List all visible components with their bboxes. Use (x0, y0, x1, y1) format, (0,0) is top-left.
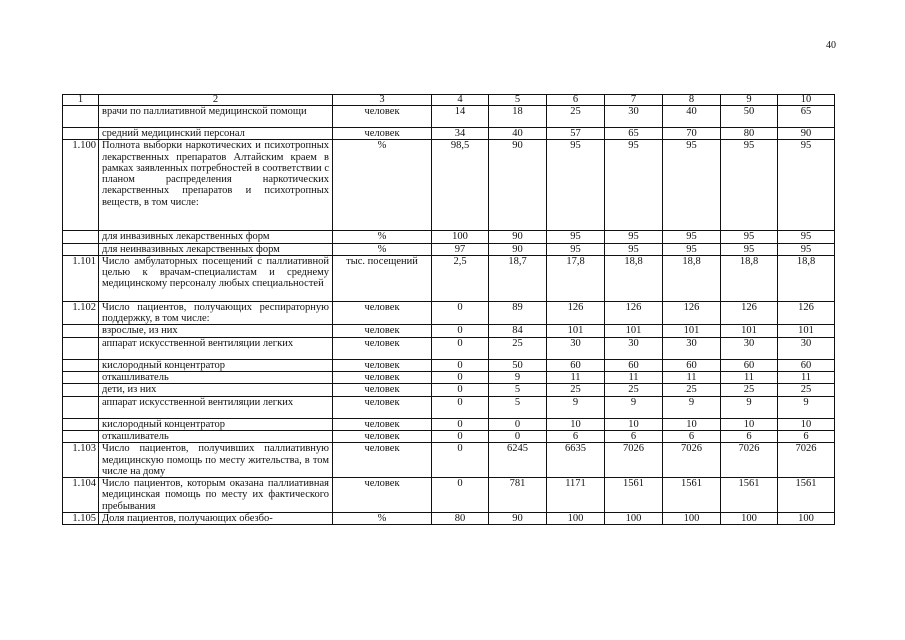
year-value: 100 (432, 231, 489, 243)
unit-of-measure: % (333, 231, 432, 243)
year-value: 95 (778, 231, 835, 243)
unit-of-measure: человек (333, 443, 432, 478)
indicator-number: 1.102 (63, 301, 99, 325)
year-value: 11 (778, 372, 835, 384)
unit-of-measure: % (333, 140, 432, 231)
year-value: 100 (778, 513, 835, 525)
year-value: 95 (721, 243, 778, 255)
year-value: 57 (547, 128, 605, 140)
year-value: 0 (432, 301, 489, 325)
year-value: 60 (547, 359, 605, 371)
indicator-number: 1.100 (63, 140, 99, 231)
year-value: 30 (778, 337, 835, 359)
year-value: 126 (663, 301, 721, 325)
year-value: 100 (663, 513, 721, 525)
year-value: 95 (778, 243, 835, 255)
year-value: 10 (778, 418, 835, 430)
year-value: 17,8 (547, 255, 605, 301)
year-value: 30 (605, 106, 663, 128)
year-value: 25 (489, 337, 547, 359)
table-row (63, 430, 835, 442)
year-value: 95 (663, 243, 721, 255)
indicator-name: для неинвазивных лекарственных форм (99, 243, 333, 255)
year-value: 84 (489, 325, 547, 337)
indicator-number (63, 430, 99, 442)
year-value: 1561 (778, 478, 835, 513)
year-value: 30 (663, 337, 721, 359)
indicator-number (63, 418, 99, 430)
table-row (63, 478, 835, 513)
year-value: 80 (721, 128, 778, 140)
unit-of-measure: человек (333, 430, 432, 442)
year-value: 0 (432, 384, 489, 396)
column-number-9: 9 (721, 95, 778, 106)
indicator-number (63, 243, 99, 255)
year-value: 18,8 (663, 255, 721, 301)
unit-of-measure: человек (333, 325, 432, 337)
unit-of-measure: человек (333, 396, 432, 418)
year-value: 18,8 (778, 255, 835, 301)
year-value: 0 (432, 443, 489, 478)
year-value: 90 (489, 513, 547, 525)
year-value: 9 (547, 396, 605, 418)
indicator-name: Полнота выборки наркотических и психотропных лекарственных препаратов Алтайским краем в рамках заявленных потребностей в соответствии с планом распределения наркотических лекарственных препаратов и психотропных веществ, в том числе: (99, 140, 333, 231)
year-value: 10 (605, 418, 663, 430)
indicator-name: откашливатель (99, 430, 333, 442)
indicator-name: для инвазивных лекарственных форм (99, 231, 333, 243)
year-value: 25 (663, 384, 721, 396)
year-value: 90 (489, 140, 547, 231)
unit-of-measure: % (333, 243, 432, 255)
indicator-name: откашливатель (99, 372, 333, 384)
indicator-name: Доля пациентов, получающих обезбо- (99, 513, 333, 525)
year-value: 90 (489, 243, 547, 255)
year-value: 97 (432, 243, 489, 255)
year-value: 9 (721, 396, 778, 418)
table-row (63, 301, 835, 325)
column-number-6: 6 (547, 95, 605, 106)
table-row (63, 243, 835, 255)
year-value: 95 (547, 140, 605, 231)
year-value: 89 (489, 301, 547, 325)
year-value: 5 (489, 396, 547, 418)
column-number-1: 1 (63, 95, 99, 106)
year-value: 9 (489, 372, 547, 384)
indicator-name: аппарат искусственной вентиляции легких (99, 396, 333, 418)
year-value: 40 (489, 128, 547, 140)
year-value: 1171 (547, 478, 605, 513)
year-value: 95 (605, 231, 663, 243)
year-value: 65 (778, 106, 835, 128)
year-value: 60 (605, 359, 663, 371)
year-value: 126 (605, 301, 663, 325)
indicator-number (63, 106, 99, 128)
year-value: 95 (547, 243, 605, 255)
year-value: 0 (432, 325, 489, 337)
column-number-8: 8 (663, 95, 721, 106)
year-value: 50 (489, 359, 547, 371)
year-value: 60 (663, 359, 721, 371)
indicator-number (63, 372, 99, 384)
year-value: 25 (721, 384, 778, 396)
year-value: 40 (663, 106, 721, 128)
year-value: 30 (605, 337, 663, 359)
year-value: 9 (605, 396, 663, 418)
indicator-number (63, 337, 99, 359)
year-value: 95 (663, 140, 721, 231)
unit-of-measure: человек (333, 478, 432, 513)
year-value: 95 (605, 140, 663, 231)
year-value: 95 (547, 231, 605, 243)
year-value: 0 (432, 337, 489, 359)
year-value: 98,5 (432, 140, 489, 231)
year-value: 18,8 (605, 255, 663, 301)
year-value: 95 (721, 231, 778, 243)
year-value: 2,5 (432, 255, 489, 301)
indicator-name: Число амбулаторных посещений с паллиативной целью к врачам-специалистам и среднему медицинскому персоналу любых специальностей (99, 255, 333, 301)
year-value: 6 (605, 430, 663, 442)
year-value: 11 (663, 372, 721, 384)
table-row (63, 372, 835, 384)
indicator-number: 1.104 (63, 478, 99, 513)
year-value: 6 (721, 430, 778, 442)
header-row (63, 95, 835, 106)
table-row (63, 255, 835, 301)
year-value: 6635 (547, 443, 605, 478)
table-row (63, 513, 835, 525)
indicator-name: аппарат искусственной вентиляции легких (99, 337, 333, 359)
year-value: 34 (432, 128, 489, 140)
year-value: 100 (605, 513, 663, 525)
table-row (63, 231, 835, 243)
year-value: 10 (547, 418, 605, 430)
year-value: 781 (489, 478, 547, 513)
indicator-name: средний медицинский персонал (99, 128, 333, 140)
year-value: 9 (778, 396, 835, 418)
year-value: 0 (432, 359, 489, 371)
table-row (63, 418, 835, 430)
table-row (63, 337, 835, 359)
year-value: 90 (778, 128, 835, 140)
column-number-7: 7 (605, 95, 663, 106)
unit-of-measure: человек (333, 301, 432, 325)
indicator-number (63, 231, 99, 243)
indicator-number (63, 396, 99, 418)
year-value: 95 (605, 243, 663, 255)
year-value: 6245 (489, 443, 547, 478)
year-value: 11 (605, 372, 663, 384)
column-number-5: 5 (489, 95, 547, 106)
indicator-name: Число пациентов, получивших паллиативную медицинскую помощь по месту жительства, в том числе на дому (99, 443, 333, 478)
column-number-3: 3 (333, 95, 432, 106)
indicator-number (63, 359, 99, 371)
year-value: 6 (778, 430, 835, 442)
year-value: 126 (721, 301, 778, 325)
indicator-name: врачи по паллиативной медицинской помощи (99, 106, 333, 128)
year-value: 11 (547, 372, 605, 384)
year-value: 95 (778, 140, 835, 231)
year-value: 0 (432, 418, 489, 430)
page-number: 40 (826, 40, 836, 51)
year-value: 50 (721, 106, 778, 128)
year-value: 101 (605, 325, 663, 337)
year-value: 126 (547, 301, 605, 325)
year-value: 0 (432, 430, 489, 442)
indicator-number: 1.101 (63, 255, 99, 301)
indicator-number (63, 128, 99, 140)
year-value: 70 (663, 128, 721, 140)
year-value: 10 (721, 418, 778, 430)
year-value: 7026 (778, 443, 835, 478)
indicator-name: Число пациентов, получающих респираторную поддержку, в том числе: (99, 301, 333, 325)
year-value: 18,7 (489, 255, 547, 301)
unit-of-measure: человек (333, 418, 432, 430)
year-value: 25 (778, 384, 835, 396)
year-value: 30 (721, 337, 778, 359)
table-row (63, 106, 835, 128)
unit-of-measure: тыс. посещений (333, 255, 432, 301)
year-value: 6 (547, 430, 605, 442)
year-value: 0 (432, 396, 489, 418)
year-value: 30 (547, 337, 605, 359)
year-value: 100 (547, 513, 605, 525)
year-value: 25 (547, 106, 605, 128)
indicator-name: кислородный концентратор (99, 418, 333, 430)
year-value: 10 (663, 418, 721, 430)
unit-of-measure: человек (333, 384, 432, 396)
year-value: 95 (663, 231, 721, 243)
year-value: 18 (489, 106, 547, 128)
column-number-4: 4 (432, 95, 489, 106)
indicator-number (63, 325, 99, 337)
table-row (63, 443, 835, 478)
year-value: 1561 (605, 478, 663, 513)
year-value: 101 (721, 325, 778, 337)
table-row (63, 140, 835, 231)
year-value: 1561 (663, 478, 721, 513)
table-row (63, 128, 835, 140)
year-value: 9 (663, 396, 721, 418)
year-value: 7026 (721, 443, 778, 478)
year-value: 60 (721, 359, 778, 371)
indicator-name: Число пациентов, которым оказана паллиативная медицинская помощь по месту их фактического пребывания (99, 478, 333, 513)
indicators-table (62, 94, 835, 525)
year-value: 0 (489, 418, 547, 430)
unit-of-measure: % (333, 513, 432, 525)
table-row (63, 396, 835, 418)
unit-of-measure: человек (333, 359, 432, 371)
unit-of-measure: человек (333, 106, 432, 128)
year-value: 0 (432, 372, 489, 384)
year-value: 11 (721, 372, 778, 384)
unit-of-measure: человек (333, 337, 432, 359)
indicator-name: дети, из них (99, 384, 333, 396)
table-row (63, 325, 835, 337)
year-value: 101 (547, 325, 605, 337)
year-value: 0 (489, 430, 547, 442)
year-value: 1561 (721, 478, 778, 513)
unit-of-measure: человек (333, 128, 432, 140)
year-value: 7026 (605, 443, 663, 478)
indicator-number (63, 384, 99, 396)
indicator-name: взрослые, из них (99, 325, 333, 337)
indicator-number: 1.103 (63, 443, 99, 478)
table-row (63, 359, 835, 371)
year-value: 0 (432, 478, 489, 513)
year-value: 80 (432, 513, 489, 525)
year-value: 18,8 (721, 255, 778, 301)
year-value: 65 (605, 128, 663, 140)
year-value: 5 (489, 384, 547, 396)
year-value: 7026 (663, 443, 721, 478)
unit-of-measure: человек (333, 372, 432, 384)
year-value: 6 (663, 430, 721, 442)
column-number-10: 10 (778, 95, 835, 106)
year-value: 126 (778, 301, 835, 325)
year-value: 95 (721, 140, 778, 231)
column-number-2: 2 (99, 95, 333, 106)
year-value: 101 (778, 325, 835, 337)
indicator-number: 1.105 (63, 513, 99, 525)
indicator-name: кислородный концентратор (99, 359, 333, 371)
year-value: 100 (721, 513, 778, 525)
table-row (63, 384, 835, 396)
year-value: 90 (489, 231, 547, 243)
year-value: 14 (432, 106, 489, 128)
year-value: 101 (663, 325, 721, 337)
year-value: 25 (547, 384, 605, 396)
year-value: 25 (605, 384, 663, 396)
year-value: 60 (778, 359, 835, 371)
